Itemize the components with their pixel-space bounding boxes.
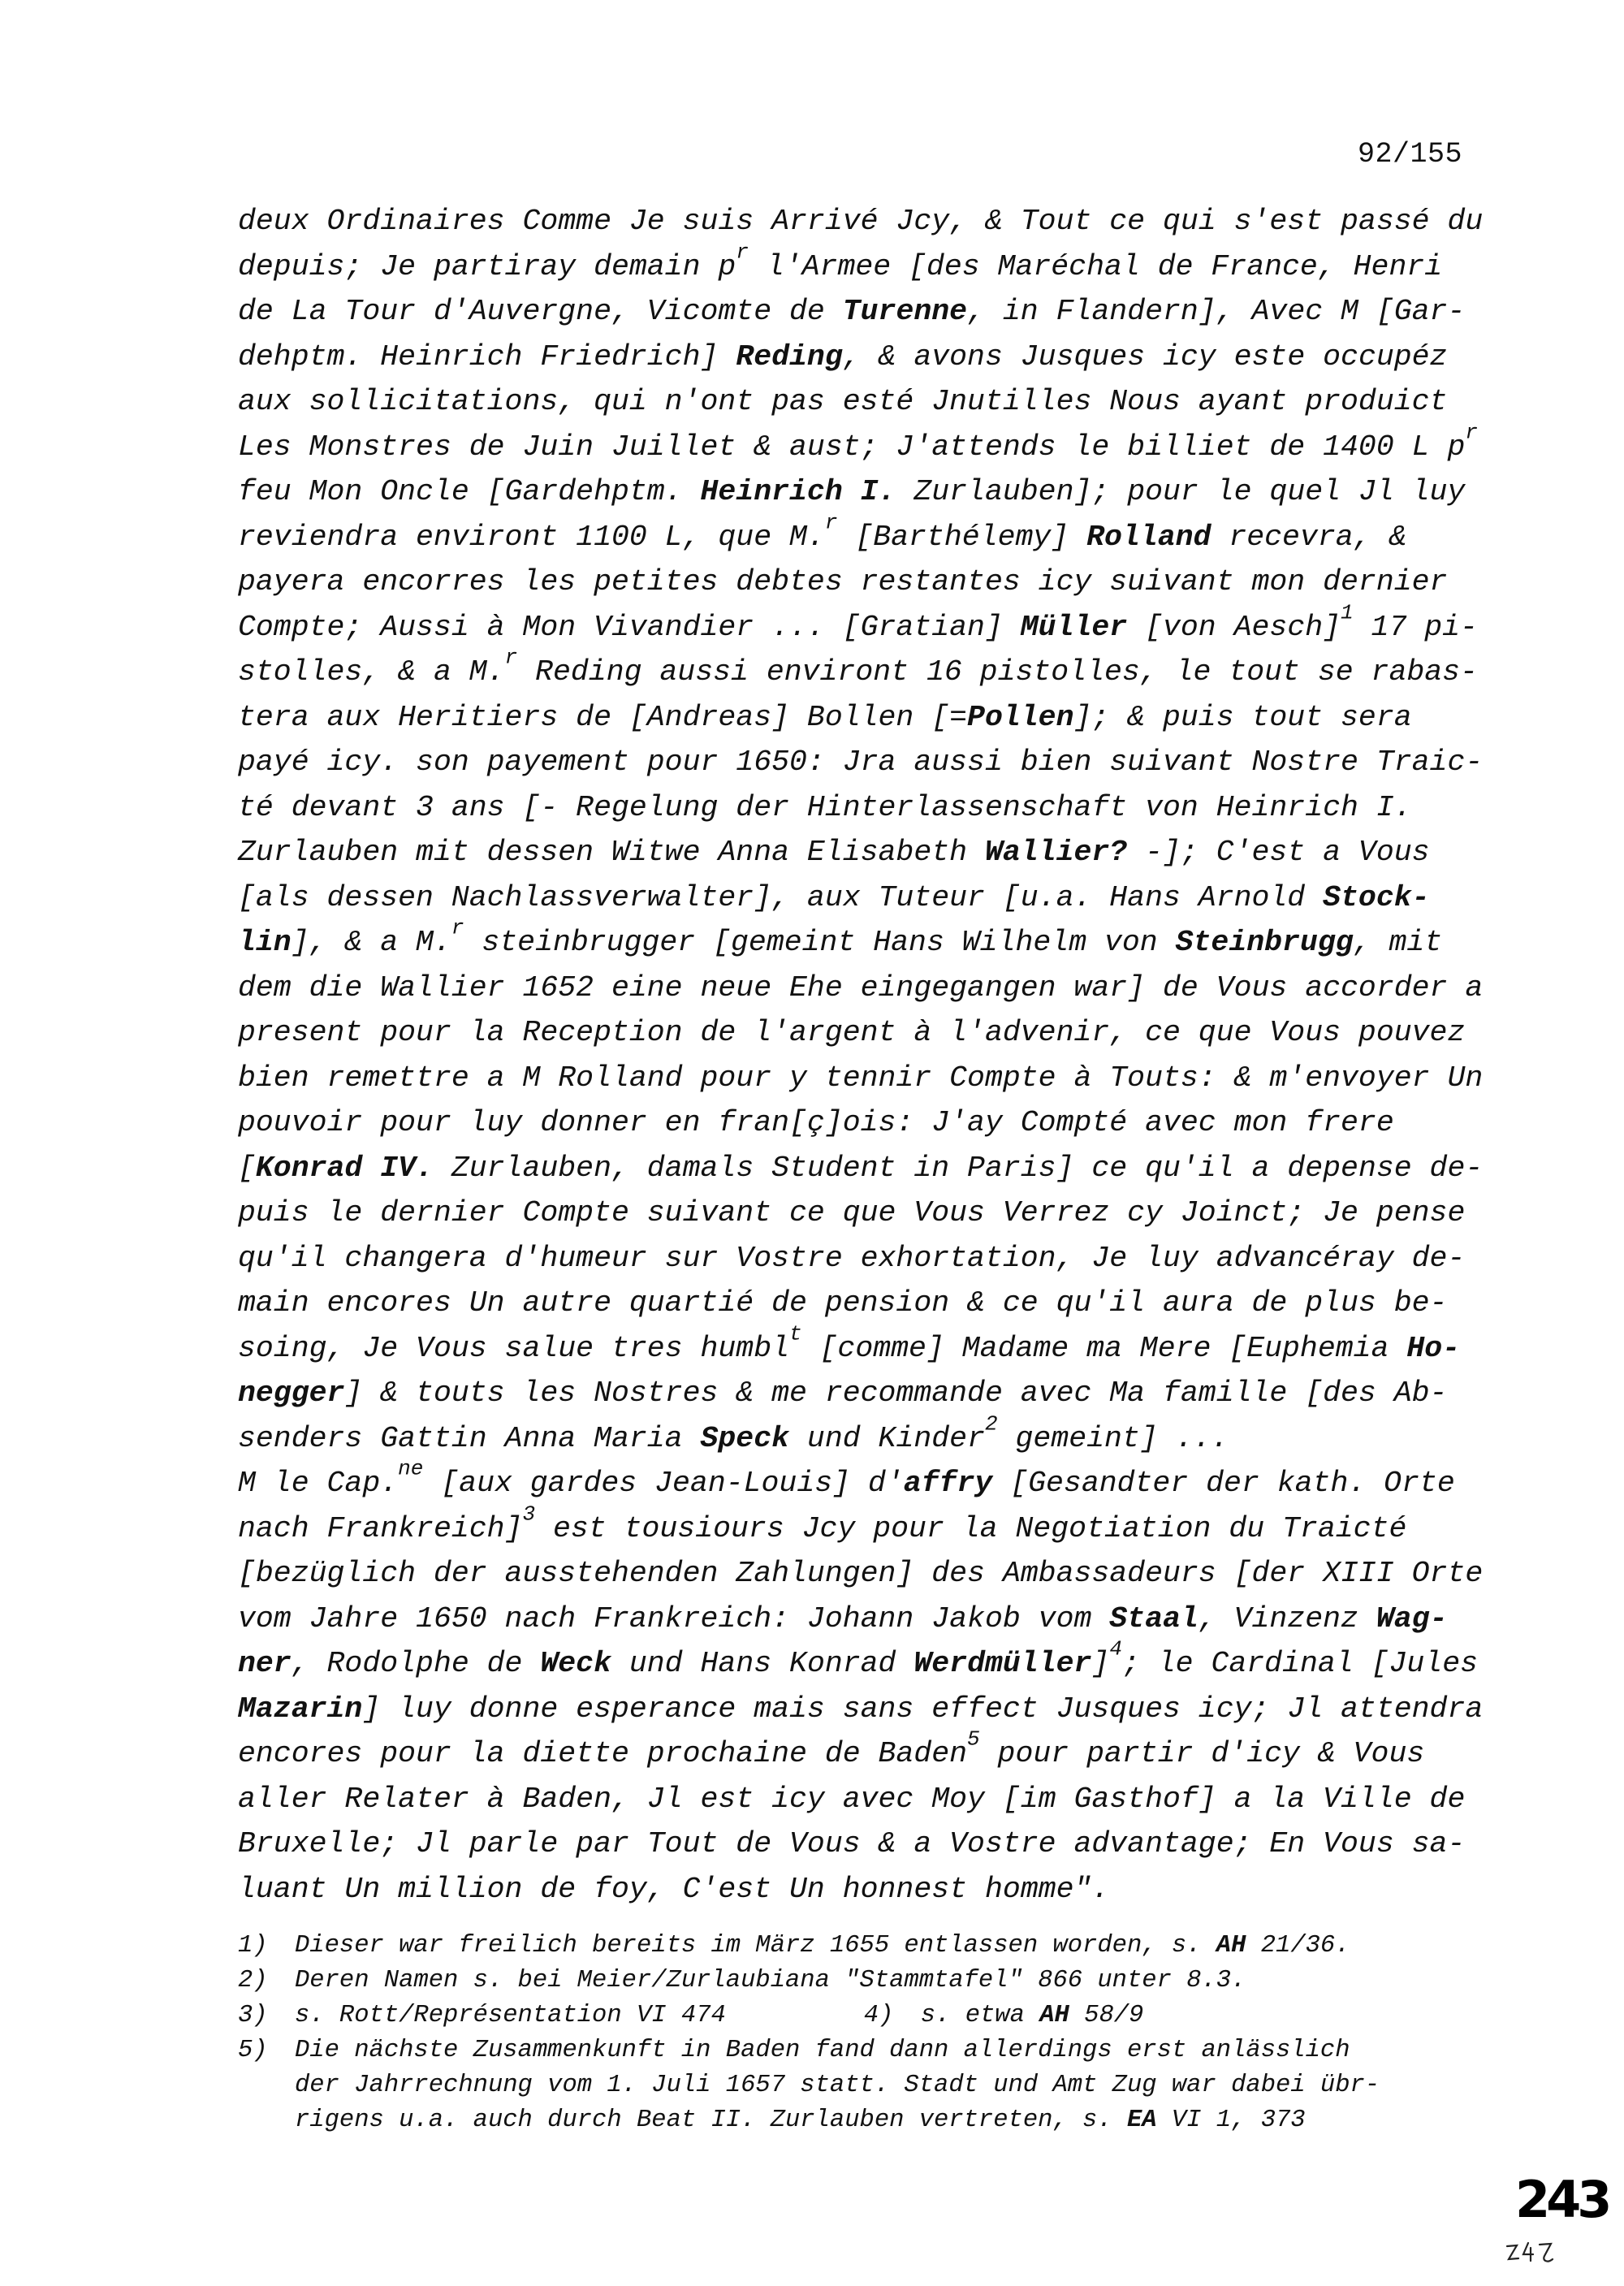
- text-run: [aux gardes Jean-Louis] d': [423, 1467, 904, 1500]
- text-line: [238, 1867, 1484, 1912]
- text-line: [238, 1502, 1484, 1552]
- text-line: [238, 695, 1484, 741]
- bold-name: Pollen: [967, 700, 1074, 734]
- text-run: -]; C'est a Vous: [1127, 836, 1430, 869]
- text-run: reviendra environt 1100 L, que M.: [238, 520, 825, 554]
- text-run: de La Tour d'Auvergne, Vicomte de: [238, 295, 843, 328]
- bold-name: Staal: [1109, 1601, 1199, 1636]
- text-run: Reding aussi environt 16 pistolles, le tout se rabas-: [517, 655, 1478, 689]
- superscript: r: [824, 510, 838, 535]
- text-run: s. etwa: [920, 2002, 1040, 2029]
- text-run: depuis; Je partiray demain p: [238, 249, 736, 283]
- text-run: s. Rott/Représentation VI 474: [295, 2002, 726, 2029]
- handwritten-page-note: [1504, 2238, 1561, 2271]
- text-line: [238, 1236, 1484, 1281]
- text-run: Zurlauben]; pour le quel Jl luy: [896, 475, 1466, 508]
- footnote-text: [295, 1932, 1350, 1960]
- footnote-text: [295, 2002, 726, 2029]
- text-run: [Gesandter der kath. Orte: [992, 1467, 1455, 1500]
- bold-name: Konrad IV.: [255, 1151, 434, 1185]
- text-run: soing, Je Vous salue tres humbl: [238, 1331, 790, 1365]
- text-line: [238, 379, 1484, 425]
- footnote-text: [295, 2037, 1350, 2064]
- text-run: ]: [1091, 1647, 1110, 1680]
- text-run: ]; & puis tout sera: [1073, 700, 1412, 734]
- text-run: ; le Cardinal [Jules: [1121, 1647, 1479, 1680]
- footnote-continuation-line: [238, 2068, 1488, 2103]
- bold-name: EA: [1126, 2107, 1157, 2134]
- bold-name: AH: [1039, 2002, 1069, 2029]
- bold-name: Speck: [700, 1421, 790, 1455]
- text-line: [238, 1456, 1484, 1506]
- text-run: und Kinder: [789, 1421, 985, 1455]
- superscript: t: [789, 1321, 802, 1346]
- text-run: [comme] Madame ma Mere [Euphemia: [801, 1331, 1407, 1365]
- text-line: [238, 560, 1484, 605]
- text-run: gemeint] ...: [997, 1421, 1229, 1455]
- superscript: 3: [522, 1502, 536, 1527]
- footnote-marker: 1): [238, 1932, 268, 1960]
- text-line: [238, 1551, 1484, 1597]
- text-run: present pour la Reception de l'argent à l'advenir, ce que Vous pouvez: [238, 1016, 1466, 1049]
- text-line: [238, 1010, 1484, 1056]
- text-run: [als dessen Nachlassverwalter], aux Tuteur [u.a. Hans Arnold: [238, 880, 1324, 914]
- text-run: 17 pi-: [1353, 610, 1478, 644]
- footnote-text: [921, 2002, 1144, 2029]
- bold-name: Heinrich I.: [700, 475, 896, 508]
- text-run: nach Frankreich]: [238, 1511, 523, 1545]
- text-line: [238, 1371, 1484, 1416]
- text-line: [238, 1411, 1484, 1462]
- text-run: aller Relater à Baden, Jl est icy avec Moy [im Gasthof] a la Ville de: [238, 1782, 1466, 1816]
- text-run: aux sollicitations, qui n'ont pas esté Jnutilles Nous ayant produict: [238, 385, 1448, 418]
- text-line: [238, 600, 1484, 650]
- text-run: dehptm. Heinrich Friedrich]: [238, 339, 736, 374]
- text-line: [238, 1777, 1484, 1822]
- text-line: [238, 1821, 1484, 1867]
- text-run: puis le dernier Compte suivant ce que Vous Verrez cy Joinct; Je pense: [238, 1196, 1466, 1229]
- text-run: Les Monstres de Juin Juillet & aust; J'attends le billiet de 1400 L p: [238, 430, 1466, 464]
- text-run: feu Mon Oncle [Gardehptm.: [238, 475, 701, 508]
- text-run: Zurlauben, damals Student in Paris] ce qu'il a depense de-: [433, 1151, 1484, 1185]
- text-line: [238, 915, 1484, 966]
- text-run: M le Cap.: [238, 1467, 399, 1500]
- superscript: 2: [984, 1411, 998, 1437]
- text-run: payera encorres les petites debtes restantes icy suivant mon dernier: [238, 565, 1448, 599]
- text-run: [bezüglich der ausstehenden Zahlungen] des Ambassadeurs [der XIII Orte: [238, 1557, 1484, 1590]
- bold-name: Rolland: [1086, 520, 1212, 554]
- text-run: senders Gattin Anna Maria: [238, 1421, 701, 1455]
- superscript: r: [1465, 420, 1478, 445]
- bold-name: Turenne: [842, 295, 968, 328]
- text-run: 58/9: [1069, 2002, 1144, 2029]
- text-run: , Vinzenz: [1198, 1601, 1376, 1636]
- bold-name: Mazarin: [238, 1692, 363, 1726]
- text-line: [238, 469, 1484, 515]
- bold-name: Steinbrugg: [1175, 926, 1354, 959]
- text-run: [: [238, 1151, 256, 1185]
- superscript: 5: [967, 1726, 980, 1752]
- text-run: vom Jahre 1650 nach Frankreich: Johann Jakob vom: [238, 1601, 1110, 1636]
- text-run: der Jahrrechnung vom 1. Juli 1657 statt. Stadt und Amt Zug war dabei übr-: [295, 2072, 1380, 2099]
- footnote-item: [238, 2033, 1488, 2068]
- bold-name: Wag-: [1376, 1601, 1448, 1636]
- text-line: [238, 1687, 1484, 1732]
- text-line: [238, 199, 1484, 244]
- text-line: [238, 1100, 1484, 1146]
- text-run: rigens u.a. auch durch Beat II. Zurlauben vertreten, s.: [295, 2107, 1127, 2134]
- text-run: , & avons Jusques icy este occupéz: [842, 339, 1448, 374]
- page-number: 92/155: [1358, 138, 1463, 171]
- text-run: ], & a M.: [291, 926, 451, 959]
- text-run: ] & touts les Nostres & me recommande avec Ma famille [des Ab-: [344, 1376, 1448, 1410]
- text-run: té devant 3 ans [- Regelung der Hinterlassenschaft von Heinrich I.: [238, 790, 1412, 824]
- footnote-item: [238, 1929, 1488, 1964]
- handwritten-note-scribble: [1504, 2238, 1561, 2267]
- text-run: , mit: [1353, 926, 1443, 959]
- text-run: est tousiours Jcy pour la Negotiation du Traicté: [535, 1511, 1407, 1545]
- footnote-marker: 4): [863, 2002, 894, 2029]
- bold-name: Müller: [1020, 610, 1128, 644]
- superscript: r: [736, 240, 749, 265]
- text-run: stolles, & a M.: [238, 655, 505, 689]
- text-run: Die nächste Zusammenkunft in Baden fand dann allerdings erst anlässlich: [295, 2037, 1350, 2064]
- text-run: Zurlauben mit dessen Witwe Anna Elisabeth: [238, 836, 985, 869]
- text-line: [238, 510, 1484, 560]
- text-run: VI 1, 373: [1156, 2107, 1306, 2134]
- bold-name: ner: [238, 1647, 292, 1680]
- text-run: l'Armee [des Maréchal de France, Henri: [748, 249, 1443, 283]
- text-line: [238, 1321, 1484, 1372]
- text-line: [238, 1726, 1484, 1777]
- text-line: [238, 289, 1484, 335]
- bold-name: Stock-: [1323, 880, 1430, 914]
- footnote-marker: 2): [238, 1967, 268, 1994]
- text-run: pouvoir pour luy donner en fran[ç]ois: J'ay Compté avec mon frere: [238, 1106, 1394, 1139]
- superscript: r: [504, 645, 518, 670]
- footnote-item: [238, 1999, 1488, 2033]
- bold-name: negger: [238, 1376, 345, 1410]
- footnote-continuation-line: [238, 2103, 1488, 2138]
- text-run: main encores Un autre quartié de pension & ce qu'il aura de plus be-: [238, 1286, 1448, 1320]
- text-run: und Hans Konrad: [611, 1647, 914, 1680]
- text-run: tera aux Heritiers de [Andreas] Bollen [=: [238, 700, 968, 734]
- text-line: [238, 966, 1484, 1011]
- text-run: dem die Wallier 1652 eine neue Ehe eingegangen war] de Vous accorder a: [238, 970, 1484, 1005]
- text-run: , in Flandern], Avec M [Gar-: [967, 295, 1466, 328]
- text-line: [238, 1056, 1484, 1101]
- text-line: [238, 740, 1484, 785]
- bold-name: Reding: [736, 339, 843, 374]
- text-run: steinbrugger [gemeint Hans Wilhelm von: [464, 926, 1176, 959]
- text-run: luant Un million de foy, C'est Un honnest homme".: [238, 1872, 1110, 1906]
- text-line: [238, 1191, 1484, 1236]
- text-run: deux Ordinaires Comme Je suis Arrivé Jcy, & Tout ce qui s'est passé du: [238, 205, 1484, 238]
- footnote-marker: 5): [238, 2037, 268, 2064]
- text-run: Compte; Aussi à Mon Vivandier ... [Gratian]: [238, 610, 1021, 644]
- text-line: [238, 1281, 1484, 1326]
- text-line: [238, 1597, 1484, 1642]
- footnote-marker: 3): [238, 2002, 268, 2029]
- bold-name: Wallier?: [984, 836, 1128, 869]
- superscript: r: [451, 915, 464, 940]
- bold-name: lin: [238, 926, 292, 959]
- bold-name: affry: [903, 1467, 993, 1500]
- text-run: Deren Namen s. bei Meier/Zurlaubiana "Stammtafel" 866 unter 8.3.: [295, 1967, 1246, 1994]
- text-run: 21/36.: [1246, 1932, 1350, 1960]
- text-line: [238, 335, 1484, 380]
- bold-name: AH: [1216, 1932, 1246, 1960]
- footnotes-section: [238, 1929, 1488, 2138]
- text-line: [238, 1146, 1484, 1191]
- text-run: Dieser war freilich bereits im März 1655 entlassen worden, s.: [295, 1932, 1216, 1960]
- text-line: [238, 240, 1484, 290]
- text-run: qu'il changera d'humeur sur Vostre exhortation, Je luy advancéray de-: [238, 1241, 1466, 1275]
- bold-name: Werdmüller: [914, 1647, 1092, 1680]
- superscript: 4: [1109, 1636, 1122, 1662]
- text-run: Bruxelle; Jl parle par Tout de Vous & a Vostre advantage; En Vous sa-: [238, 1827, 1466, 1860]
- text-run: recevra, &: [1211, 520, 1407, 554]
- text-line: [238, 830, 1484, 875]
- text-run: payé icy. son payement pour 1650: Jra aussi bien suivant Nostre Traic-: [238, 745, 1484, 779]
- text-line: [238, 875, 1484, 921]
- text-line: [238, 785, 1484, 831]
- text-run: bien remettre a M Rolland pour y tennir Compte à Touts: & m'envoyer Un: [238, 1061, 1484, 1095]
- text-line: [238, 645, 1484, 695]
- text-line: [238, 1636, 1484, 1687]
- footnote-item: [238, 1964, 1488, 1999]
- bold-name: Weck: [540, 1647, 611, 1680]
- text-run: ] luy donne esperance mais sans effect Jusques icy; Jl attendra: [362, 1692, 1484, 1726]
- text-line: [238, 420, 1484, 470]
- text-run: encores pour la diette prochaine de Baden: [238, 1737, 968, 1770]
- text-run: [Barthélemy]: [837, 520, 1087, 554]
- letter-body-text: [238, 199, 1484, 1912]
- text-run: , Rodolphe de: [291, 1647, 541, 1680]
- bold-name: Ho-: [1406, 1331, 1461, 1365]
- footnote-text: [295, 1967, 1246, 1994]
- text-run: pour partir d'icy & Vous: [979, 1737, 1425, 1770]
- text-run: [von Aesch]: [1127, 610, 1341, 644]
- superscript: ne: [398, 1456, 424, 1481]
- superscript: 1: [1341, 600, 1354, 625]
- archive-stamp-number: 243: [1515, 2170, 1609, 2229]
